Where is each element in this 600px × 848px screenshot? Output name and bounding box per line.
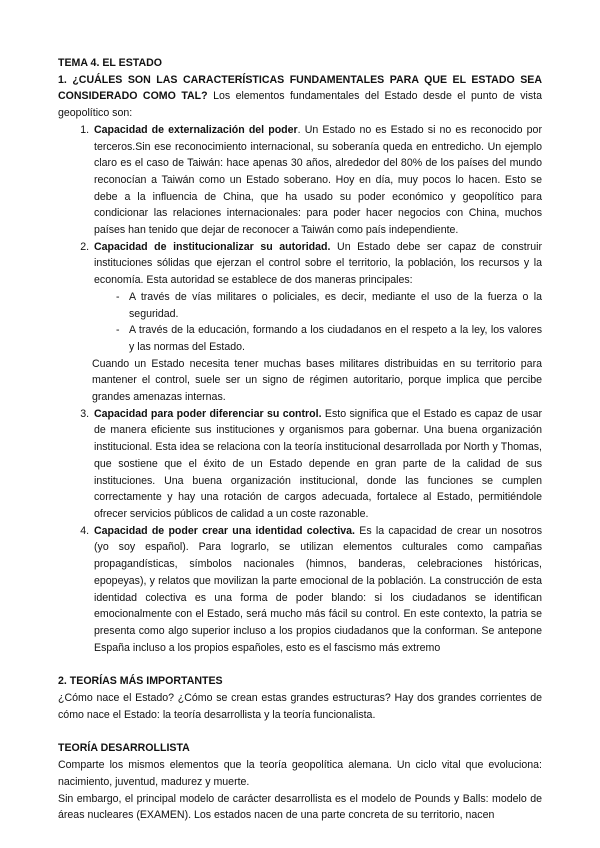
question-1-paragraph	[58, 72, 542, 122]
item-title: Capacidad de institucionalizar su autoridad.	[94, 240, 331, 253]
sub-list	[94, 289, 542, 356]
sub-list-item: - A través de vías militares o policiales, es decir, mediante el uso de la fuerza o la seguridad.	[116, 289, 542, 322]
theory-heading: TEORÍA DESARROLLISTA	[58, 742, 190, 755]
characteristics-list-continued	[58, 406, 542, 657]
theory-paragraph-1: Comparte los mismos elementos que la teoría geopolítica alemana. Un ciclo vital que evoluciona: nacimiento, juventud, madurez y muerte.	[58, 759, 542, 788]
section-2-text: ¿Cómo nace el Estado? ¿Cómo se crean estas grandes estructuras? Hay dos grandes corrientes de cómo nace el Estado: la teoría desarrollista y la teoría funcionalista.	[58, 692, 542, 721]
list-item	[92, 523, 542, 657]
section-2-heading: 2. TEORÍAS MÁS IMPORTANTES	[58, 675, 223, 688]
item-title: Capacidad para poder diferenciar su control.	[94, 407, 322, 420]
note-paragraph: Cuando un Estado necesita tener muchas bases militares distribuidas en su territorio para mantener el control, suele ser un signo de régimen autoritario, porque implica que percibe grandes amenazas internas.	[92, 357, 542, 404]
item-title: Capacidad de externalización del poder	[94, 123, 298, 136]
sub-list-item: - A través de la educación, formando a los ciudadanos en el respeto a la ley, los valores y las normas del Estado.	[116, 322, 542, 355]
item-text: Esto significa que el Estado es capaz de usar de manera eficiente sus instituciones y organismos para gobernar. Una buena organización institucional. Esta idea se relaciona con la teoría institucional desarrollada por North y Thomas, que sostiene que el éxito de un Estado depende en gran parte de la calidad de sus instituciones. Una buena organización institucional, donde las funciones se cumplen correctamente y hay una rotación de cargos adecuada, fortalece al Estado, permitiéndole ofrecer servicios públicos de calidad a un coste razonable.	[94, 407, 542, 520]
item-title: Capacidad de poder crear una identidad colectiva.	[94, 524, 355, 537]
question-1-heading: 1. ¿CUÁLES SON LAS CARACTERÍSTICAS FUNDAMENTALES PARA QUE EL ESTADO SEA CONSIDERADO COMO TAL?	[58, 73, 542, 103]
question-1-intro: Los elementos fundamentales del Estado desde el punto de vista geopolítico son:	[58, 90, 542, 120]
list-item	[92, 239, 542, 356]
list-item	[92, 406, 542, 523]
item-text: Es la capacidad de crear un nosotros (yo soy español). Para lograrlo, se utilizan elementos culturales como campañas propagandísticas, símbolos nacionales (himnos, banderas, celebraciones históricas, epopeyas), y relatos que movilizan la parte emocional de la población. La construcción de esta identidad colectiva es una forma de poder blando: si los ciudadanos se identifican emocionalmente con el Estado, será mucho más fácil su control. En este contexto, la patria se presenta como algo superior incluso a los propios ciudadanos que la conforman. Se antepone España incluso a los propios españoles, esto es el fascismo más extremo	[94, 524, 542, 654]
theory-paragraph-2: Sin embargo, el principal modelo de carácter desarrollista es el modelo de Pounds y Balls: modelo de áreas nucleares (EXAMEN). Los estados nacen de una parte concreta de su territorio, nacen	[58, 792, 542, 822]
item-text: . Un Estado no es Estado si no es reconocido por terceros.Sin ese reconocimiento internacional, su soberanía queda en entredicho. Un ejemplo claro es el caso de Taiwán: hace apenas 30 años, alrededor del 80% de los países del mundo reconocían a Taiwán como un Estado soberano. Hoy en día, muy pocos lo hacen. Esto se debe a la influencia de China, que ha usado su poder económico y geopolítico para condicionar las relaciones internacionales: para poder hacer negocios con China, muchos países han tenido que dejar de reconocer a Taiwán como país independiente.	[94, 123, 542, 237]
item-text: Un Estado debe ser capaz de construir instituciones sólidas que ejerzan el control sobre el territorio, la población, los recursos y la economía. Esta autoridad se establece de dos maneras principales:	[94, 240, 542, 287]
list-item	[92, 122, 542, 239]
characteristics-list	[58, 122, 542, 356]
document-title: TEMA 4. EL ESTADO	[58, 57, 162, 69]
